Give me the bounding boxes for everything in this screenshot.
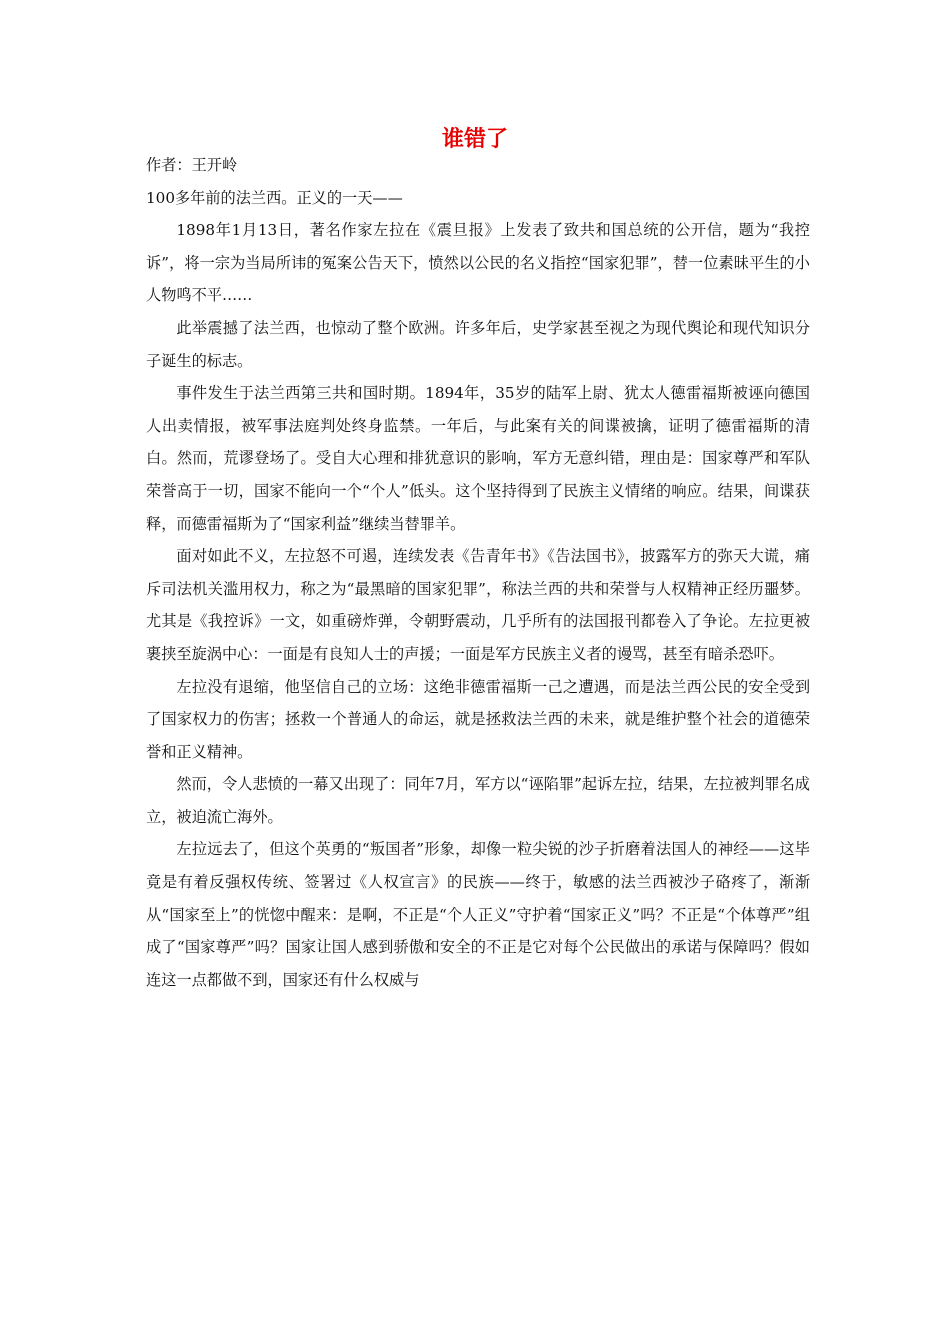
paragraph-4: 面对如此不义，左拉怒不可遏，连续发表《告青年书》《告法国书》，披露军方的弥天大谎，痛斥司法机关滥用权力，称之为“最黑暗的国家犯罪”，称法兰西的共和荣誉与人权精神正经历噩梦。尤其是《我控诉》一文，如重磅炸弹，令朝野震动，几乎所有的法国报刊都卷入了争论。左拉更被裹挟至旋涡中心：一面是有良知人士的声援；一面是军方民族主义者的谩骂，甚至有暗杀恐吓。 bbox=[146, 547, 810, 663]
paragraph-1: 1898年1月13日，著名作家左拉在《震旦报》上发表了致共和国总统的公开信，题为“我控诉”，将一宗为当局所讳的冤案公告天下，愤然以公民的名义指控“国家犯罪”，替一位素昧平生的小人物鸣不平…… bbox=[146, 221, 810, 305]
document-title: 谁错了 bbox=[441, 127, 508, 152]
document-body bbox=[146, 149, 810, 996]
paragraph-2: 此举震撼了法兰西，也惊动了整个欧洲。许多年后，史学家甚至视之为现代舆论和现代知识分子诞生的标志。 bbox=[146, 318, 810, 370]
paragraph-5: 左拉没有退缩，他坚信自己的立场：这绝非德雷福斯一己之遭遇，而是法兰西公民的安全受到了国家权力的伤害；拯救一个普通人的命运，就是拯救法兰西的未来，就是维护整个社会的道德荣誉和正义精神。 bbox=[146, 677, 810, 761]
paragraph-7: 左拉远去了，但这个英勇的“叛国者”形象，却像一粒尖锐的沙子折磨着法国人的神经——这毕竟是有着反强权传统、签署过《人权宣言》的民族——终于，敏感的法兰西被沙子硌疼了，渐渐从“国家至上”的恍惚中醒来：是啊，不正是“个人正义”守护着“国家正义”吗？不正是“个体尊严”组成了“国家尊严”吗？国家让国人感到骄傲和安全的不正是它对每个公民做出的承诺与保障吗？假如连这一点都做不到，国家还有什么权威与 bbox=[146, 840, 810, 989]
author-line: 作者：王开岭 bbox=[146, 156, 238, 174]
paragraph-3: 事件发生于法兰西第三共和国时期。1894年，35岁的陆军上尉、犹太人德雷福斯被诬向德国人出卖情报，被军事法庭判处终身监禁。一年后，与此案有关的间谍被擒，证明了德雷福斯的清白。然而，荒谬登场了。受自大心理和排犹意识的影响，军方无意纠错，理由是：国家尊严和军队荣誉高于一切，国家不能向一个“个人”低头。这个坚持得到了民族主义情绪的响应。结果，间谍获释，而德雷福斯为了“国家利益”继续当替罪羊。 bbox=[146, 384, 810, 533]
intro-line: 100多年前的法兰西。正义的一天—— bbox=[146, 188, 403, 207]
paragraph-6: 然而，令人悲愤的一幕又出现了：同年7月，军方以“诬陷罪”起诉左拉，结果，左拉被判罪名成立，被迫流亡海外。 bbox=[146, 775, 810, 826]
